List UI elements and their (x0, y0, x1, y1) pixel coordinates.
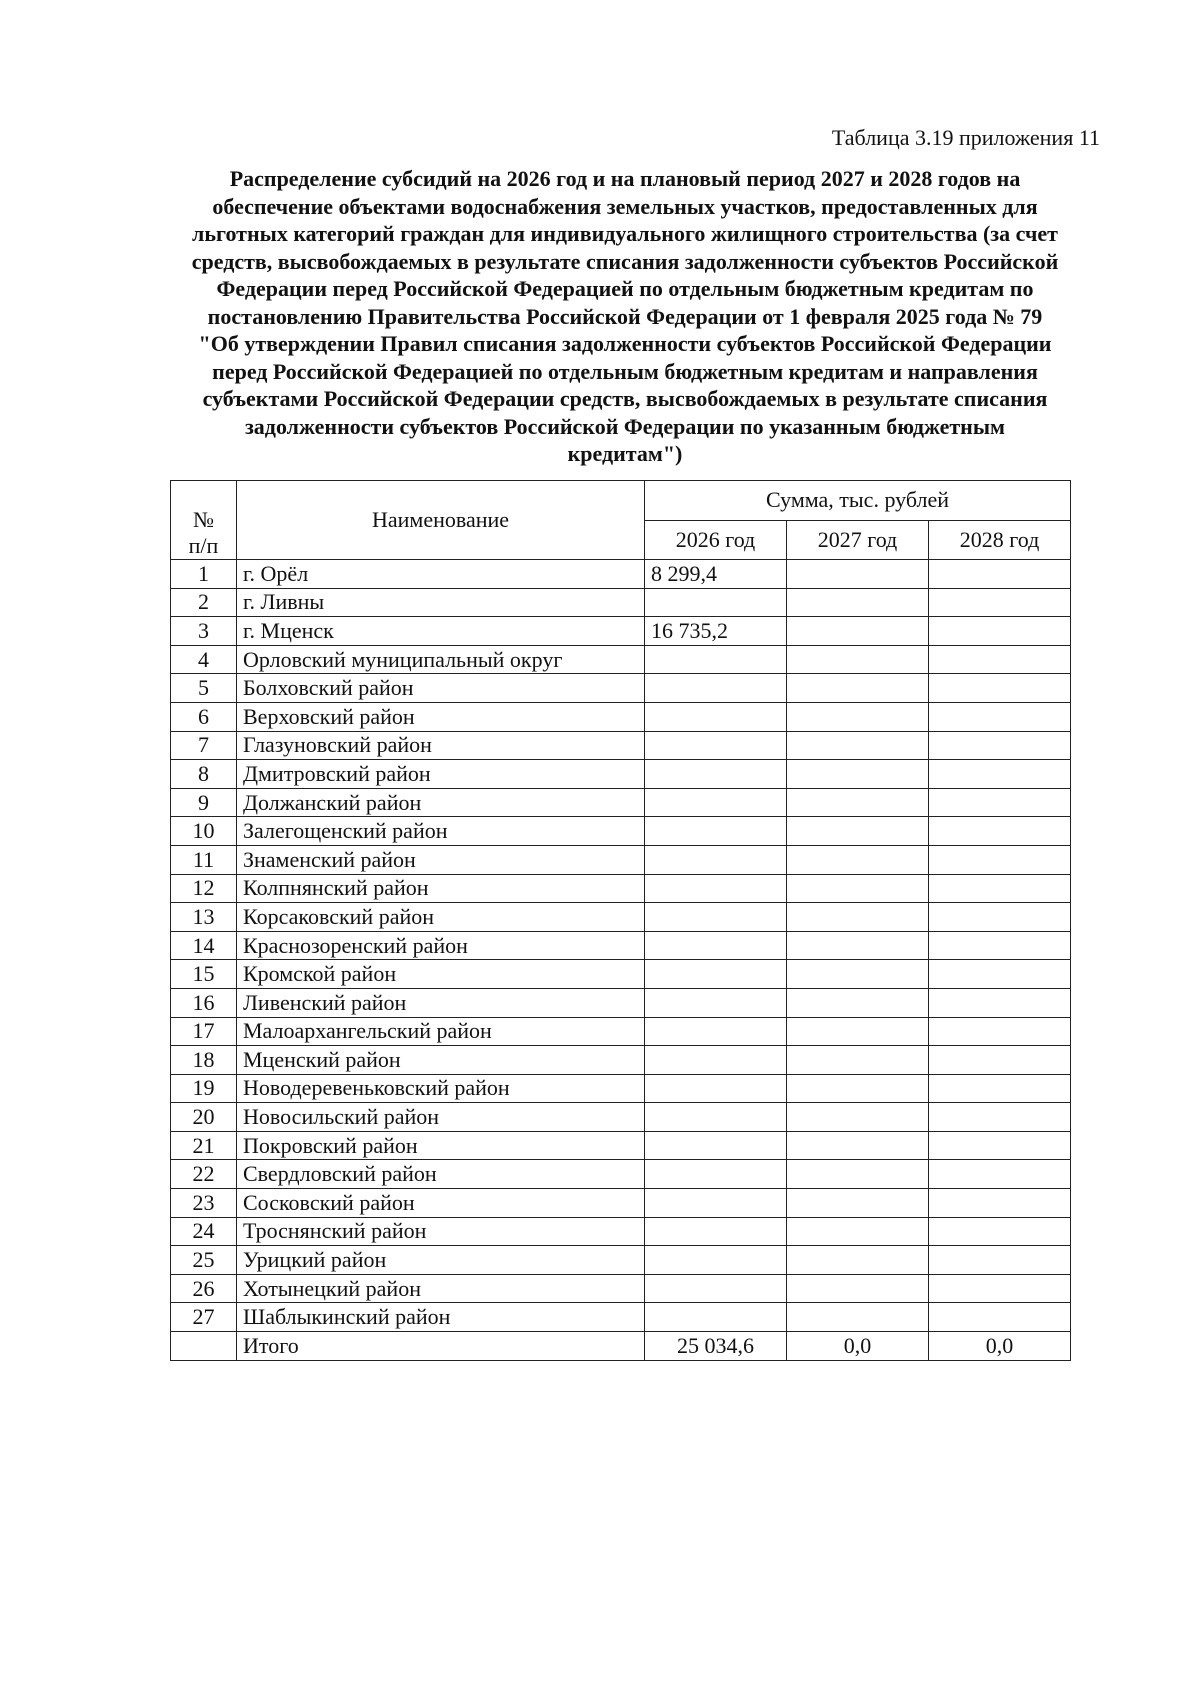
row-value-2027 (787, 1246, 929, 1275)
row-number: 10 (171, 817, 237, 846)
table-row (171, 788, 1071, 817)
row-value-2026 (645, 931, 787, 960)
row-value-2027 (787, 988, 929, 1017)
row-value-2026 (645, 702, 787, 731)
row-name: Дмитровский район (237, 760, 645, 789)
total-row (171, 1332, 1071, 1361)
header-year-2028: 2028 год (929, 520, 1071, 560)
row-number: 19 (171, 1074, 237, 1103)
table-row (171, 645, 1071, 674)
row-number: 9 (171, 788, 237, 817)
header-year-2027: 2027 год (787, 520, 929, 560)
row-value-2026 (645, 1103, 787, 1132)
row-name: Колпнянский район (237, 874, 645, 903)
row-value-2026 (645, 817, 787, 846)
table-row (171, 674, 1071, 703)
row-number: 26 (171, 1274, 237, 1303)
row-number: 22 (171, 1160, 237, 1189)
row-value-2026 (645, 988, 787, 1017)
row-number: 1 (171, 560, 237, 589)
row-number: 27 (171, 1303, 237, 1332)
row-name: Свердловский район (237, 1160, 645, 1189)
row-number: 24 (171, 1217, 237, 1246)
row-value-2027 (787, 931, 929, 960)
row-name: г. Ливны (237, 588, 645, 617)
row-name: Глазуновский район (237, 731, 645, 760)
table-row (171, 1160, 1071, 1189)
row-value-2027 (787, 674, 929, 703)
row-value-2028 (929, 903, 1071, 932)
row-value-2028 (929, 1274, 1071, 1303)
row-value-2028 (929, 1103, 1071, 1132)
row-value-2027 (787, 788, 929, 817)
row-name: Шаблыкинский район (237, 1303, 645, 1332)
row-value-2027 (787, 702, 929, 731)
table-row (171, 903, 1071, 932)
table-body (171, 560, 1071, 1332)
table-reference: Таблица 3.19 приложения 11 (831, 125, 1100, 150)
row-number: 20 (171, 1103, 237, 1132)
row-value-2026 (645, 874, 787, 903)
row-value-2028 (929, 817, 1071, 846)
row-value-2028 (929, 588, 1071, 617)
row-value-2026: 8 299,4 (645, 560, 787, 589)
row-value-2028 (929, 1160, 1071, 1189)
row-value-2028 (929, 617, 1071, 646)
table-row (171, 1074, 1071, 1103)
row-name: Мценский район (237, 1046, 645, 1075)
row-value-2026 (645, 1017, 787, 1046)
row-value-2027 (787, 903, 929, 932)
table-row (171, 845, 1071, 874)
row-value-2026 (645, 1246, 787, 1275)
row-value-2026 (645, 588, 787, 617)
row-value-2026 (645, 1303, 787, 1332)
row-name: Сосковский район (237, 1189, 645, 1218)
table-row (171, 1274, 1071, 1303)
row-value-2028 (929, 1303, 1071, 1332)
table-row (171, 1246, 1071, 1275)
row-number: 16 (171, 988, 237, 1017)
row-value-2026 (645, 1274, 787, 1303)
row-value-2028 (929, 702, 1071, 731)
row-name: Болховский район (237, 674, 645, 703)
row-name: Знаменский район (237, 845, 645, 874)
table-row (171, 731, 1071, 760)
header-name: Наименование (237, 481, 645, 560)
row-number: 23 (171, 1189, 237, 1218)
row-value-2026 (645, 1189, 787, 1218)
row-value-2026 (645, 1074, 787, 1103)
table-row (171, 1103, 1071, 1132)
row-value-2027 (787, 1046, 929, 1075)
row-value-2027 (787, 817, 929, 846)
row-value-2028 (929, 988, 1071, 1017)
table-row (171, 1017, 1071, 1046)
table-row (171, 1131, 1071, 1160)
row-number: 15 (171, 960, 237, 989)
row-value-2026 (645, 845, 787, 874)
row-value-2028 (929, 645, 1071, 674)
row-value-2027 (787, 1074, 929, 1103)
table-row (171, 702, 1071, 731)
row-value-2028 (929, 874, 1071, 903)
row-value-2028 (929, 1074, 1071, 1103)
row-value-2027 (787, 588, 929, 617)
table-row (171, 760, 1071, 789)
row-number: 5 (171, 674, 237, 703)
table-row (171, 960, 1071, 989)
row-value-2026 (645, 1046, 787, 1075)
total-num-cell (171, 1332, 237, 1361)
table-row (171, 588, 1071, 617)
row-name: Хотынецкий район (237, 1274, 645, 1303)
row-value-2027 (787, 1189, 929, 1218)
row-value-2026 (645, 960, 787, 989)
row-value-2027 (787, 1217, 929, 1246)
row-number: 4 (171, 645, 237, 674)
row-value-2027 (787, 874, 929, 903)
row-value-2026 (645, 903, 787, 932)
row-value-2028 (929, 1189, 1071, 1218)
table-row (171, 1189, 1071, 1218)
row-value-2027 (787, 1274, 929, 1303)
row-value-2026 (645, 1160, 787, 1189)
row-value-2027 (787, 1131, 929, 1160)
header-num (171, 481, 237, 560)
row-value-2026 (645, 731, 787, 760)
row-name: Новосильский район (237, 1103, 645, 1132)
row-name: Кромской район (237, 960, 645, 989)
row-value-2027 (787, 960, 929, 989)
row-value-2026: 16 735,2 (645, 617, 787, 646)
row-number: 17 (171, 1017, 237, 1046)
row-name: Краснозоренский район (237, 931, 645, 960)
row-name: г. Мценск (237, 617, 645, 646)
row-value-2026 (645, 1217, 787, 1246)
row-number: 8 (171, 760, 237, 789)
total-2027: 0,0 (787, 1332, 929, 1361)
row-value-2028 (929, 760, 1071, 789)
row-value-2027 (787, 617, 929, 646)
subsidy-table (170, 480, 1071, 1361)
row-name: Новодеревеньковский район (237, 1074, 645, 1103)
row-value-2028 (929, 1217, 1071, 1246)
table-row (171, 1303, 1071, 1332)
row-name: Корсаковский район (237, 903, 645, 932)
table-row (171, 617, 1071, 646)
row-value-2027 (787, 645, 929, 674)
row-value-2027 (787, 1017, 929, 1046)
row-value-2027 (787, 1103, 929, 1132)
row-name: Троснянский район (237, 1217, 645, 1246)
table-row (171, 817, 1071, 846)
table-row (171, 931, 1071, 960)
row-value-2026 (645, 1131, 787, 1160)
row-value-2026 (645, 760, 787, 789)
row-number: 6 (171, 702, 237, 731)
row-value-2027 (787, 760, 929, 789)
row-value-2026 (645, 788, 787, 817)
row-value-2028 (929, 1017, 1071, 1046)
row-value-2027 (787, 1303, 929, 1332)
row-number: 11 (171, 845, 237, 874)
row-name: Урицкий район (237, 1246, 645, 1275)
row-name: Ливенский район (237, 988, 645, 1017)
row-number: 25 (171, 1246, 237, 1275)
row-name: Малоархангельский район (237, 1017, 645, 1046)
total-2028: 0,0 (929, 1332, 1071, 1361)
row-value-2028 (929, 845, 1071, 874)
row-value-2026 (645, 674, 787, 703)
row-name: Должанский район (237, 788, 645, 817)
row-name: Верховский район (237, 702, 645, 731)
row-number: 7 (171, 731, 237, 760)
row-value-2027 (787, 731, 929, 760)
row-name: г. Орёл (237, 560, 645, 589)
row-name: Орловский муниципальный округ (237, 645, 645, 674)
row-value-2028 (929, 560, 1071, 589)
row-value-2028 (929, 788, 1071, 817)
table-row (171, 1217, 1071, 1246)
row-value-2028 (929, 960, 1071, 989)
row-value-2028 (929, 1246, 1071, 1275)
header-num-label: № п/п (188, 507, 219, 558)
header-sum: Сумма, тыс. рублей (645, 481, 1071, 521)
row-value-2028 (929, 731, 1071, 760)
table-row (171, 988, 1071, 1017)
table-row (171, 1046, 1071, 1075)
row-number: 21 (171, 1131, 237, 1160)
row-value-2028 (929, 1131, 1071, 1160)
row-number: 3 (171, 617, 237, 646)
total-2026: 25 034,6 (645, 1332, 787, 1361)
table-row (171, 874, 1071, 903)
row-number: 14 (171, 931, 237, 960)
row-value-2028 (929, 931, 1071, 960)
row-value-2027 (787, 560, 929, 589)
row-value-2027 (787, 1160, 929, 1189)
row-value-2028 (929, 674, 1071, 703)
header-year-2026: 2026 год (645, 520, 787, 560)
total-label: Итого (237, 1332, 645, 1361)
row-number: 12 (171, 874, 237, 903)
row-number: 18 (171, 1046, 237, 1075)
row-name: Залегощенский район (237, 817, 645, 846)
row-value-2027 (787, 845, 929, 874)
table-row (171, 560, 1071, 589)
row-number: 13 (171, 903, 237, 932)
row-name: Покровский район (237, 1131, 645, 1160)
row-number: 2 (171, 588, 237, 617)
row-value-2028 (929, 1046, 1071, 1075)
document-title: Распределение субсидий на 2026 год и на плановый период 2027 и 2028 годов на обеспечение объектами водоснабжения земельных участков, предоставленных для льготных категорий граждан для индивидуального жилищного строительства (за счет средств, высвобождаемых в результате списания задолженности субъектов Российской Федерации перед Российской Федерацией по отдельным бюджетным кредитам по постановлению Правительства Российской Федерации от 1 февраля 2025 года № 79 "Об утверждении Правил списания задолженности субъектов Российской Федерации перед Российской Федерацией по отдельным бюджетным кредитам и направления субъектами Российской Федерации средств, высвобождаемых в результате списания задолженности субъектов Российской Федерации по указанным бюджетным кредитам") (191, 166, 1059, 466)
row-value-2026 (645, 645, 787, 674)
